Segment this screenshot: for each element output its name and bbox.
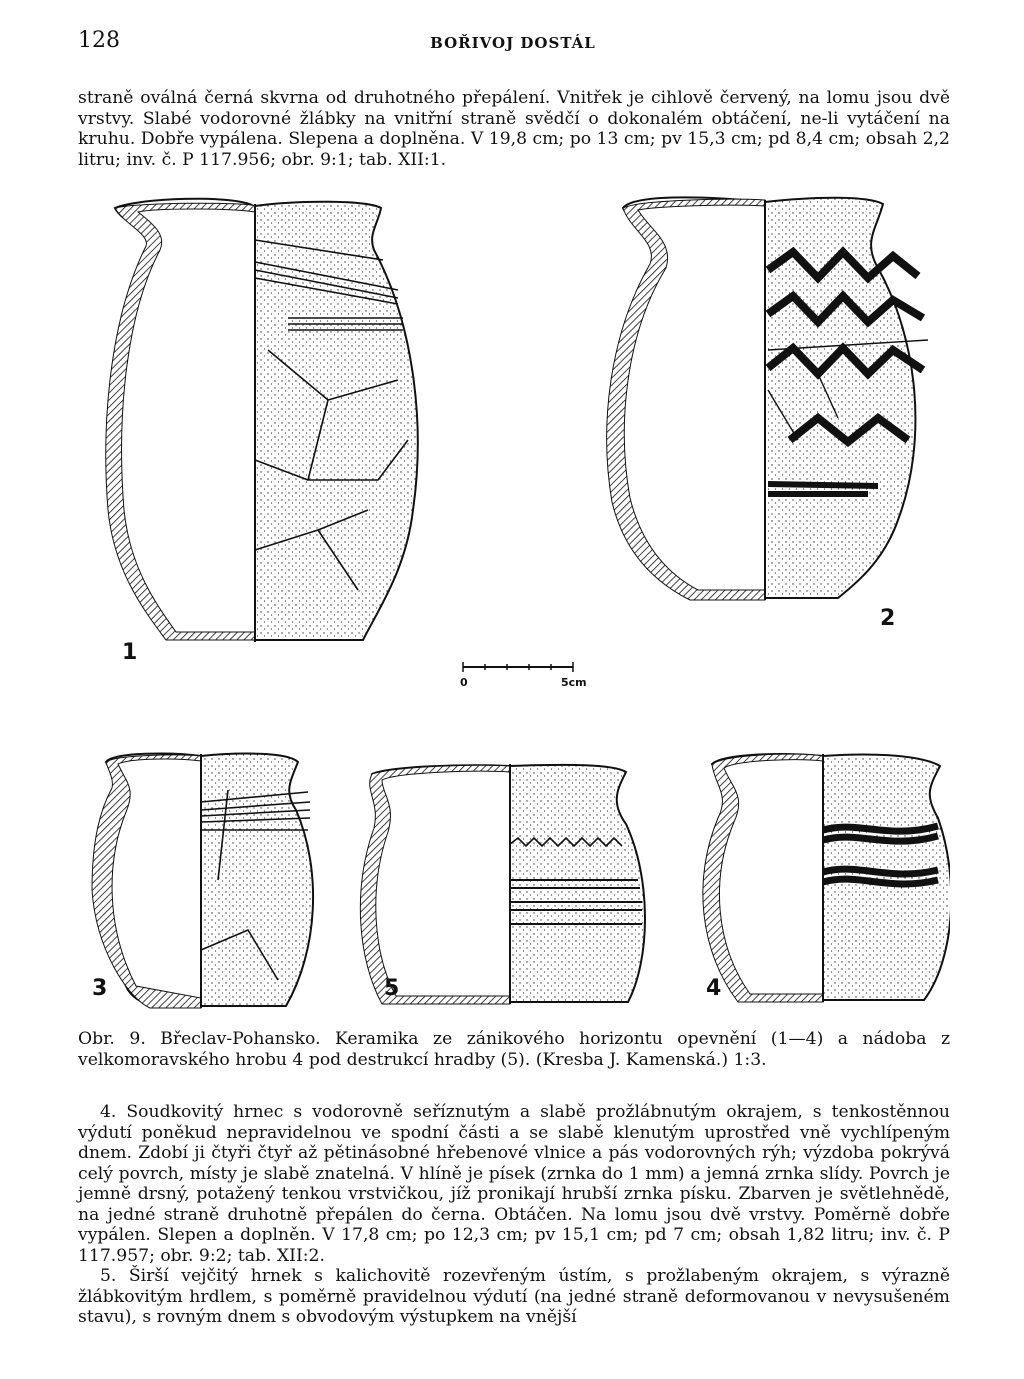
caption-text: Obr. 9. Břeclav-Pohansko. Keramika ze zánikového horizontu opevnění (1—4) a nádoba z velkomoravského hrobu 4 pod destrukcí hradby (5). (Kresba J. Kamenská.) 1:3. <box>78 1029 950 1070</box>
vessel-2-drawing <box>607 197 928 600</box>
body-text <box>78 1102 950 1328</box>
running-title: BOŘIVOJ DOSTÁL <box>430 34 596 52</box>
figure-label-3: 3 <box>92 976 108 1001</box>
scale-label-start: 0 <box>460 676 468 689</box>
page-number: 128 <box>78 28 120 53</box>
vessel-1-drawing <box>106 199 418 642</box>
paragraph-item-5: 5. Širší vejčitý hrnek s kalichovitě rozevřeným ústím, s prožlabeným okrajem, s výrazně žlábkovitým hrdlem, s poměrně pravidelnou výdutí (na jedné straně deformovanou v nevysušeném stavu), s rovným dnem s obvodovým výstupkem na vnější <box>78 1266 950 1327</box>
intro-paragraph <box>78 88 950 170</box>
vessel-3-drawing <box>92 754 313 1008</box>
figure-caption <box>78 1029 950 1070</box>
pottery-figure <box>78 190 950 1020</box>
vessel-4-drawing <box>703 754 950 1002</box>
paragraph-item-4: 4. Soudkovitý hrnec s vodorovně seříznutým a slabě prožlábnutým okrajem, s tenkostěnnou výdutí poněkud nepravidelnou ve spodní části a se slabě klenutým uprostřed vně vychlípeným dnem. Zdobí ji čtyři čtyř až pětinásobné hřebenové vlnice a pás vodorovných rýh; výzdoba pokrývá celý povrch, místy je slabě znatelná. V hlíně je písek (zrnka do 1 mm) a jemná zrnka slídy. Povrch je jemně drsný, potažený tenkou vrstvičkou, jíž pronikají hrubší zrnka písku. Zbarven je světlehnědě, na jedné straně druhotně přepálen do černa. Obtáčen. Na lomu jsou dvě vrstvy. Poměrně dobře vypálen. Slepen a doplněn. V 17,8 cm; po 12,3 cm; pv 15,1 cm; pd 7 cm; obsah 1,82 litru; inv. č. P 117.957; obr. 9:2; tab. XII:2. <box>78 1102 950 1266</box>
scale-bar <box>463 662 573 672</box>
pottery-drawings <box>78 190 950 1020</box>
figure-label-2: 2 <box>880 606 896 631</box>
figure-label-5: 5 <box>384 976 400 1001</box>
intro-text: straně oválná černá skvrna od druhotného přepálení. Vnitřek je cihlově červený, na lomu jsou dvě vrstvy. Slabé vodorovné žlábky na vnitřní straně svědčí o dokonalém obtáčení, ne-li vytáčení na kruhu. Dobře vypálena. Slepena a doplněna. V 19,8 cm; po 13 cm; pv 15,3 cm; pd 8,4 cm; obsah 2,2 litru; inv. č. P 117.956; obr. 9:1; tab. XII:1. <box>78 88 950 170</box>
scale-label-end: 5cm <box>561 676 587 689</box>
vessel-5-drawing <box>360 764 645 1004</box>
figure-label-1: 1 <box>122 640 138 665</box>
figure-label-4: 4 <box>706 976 722 1001</box>
page-header <box>78 28 948 58</box>
